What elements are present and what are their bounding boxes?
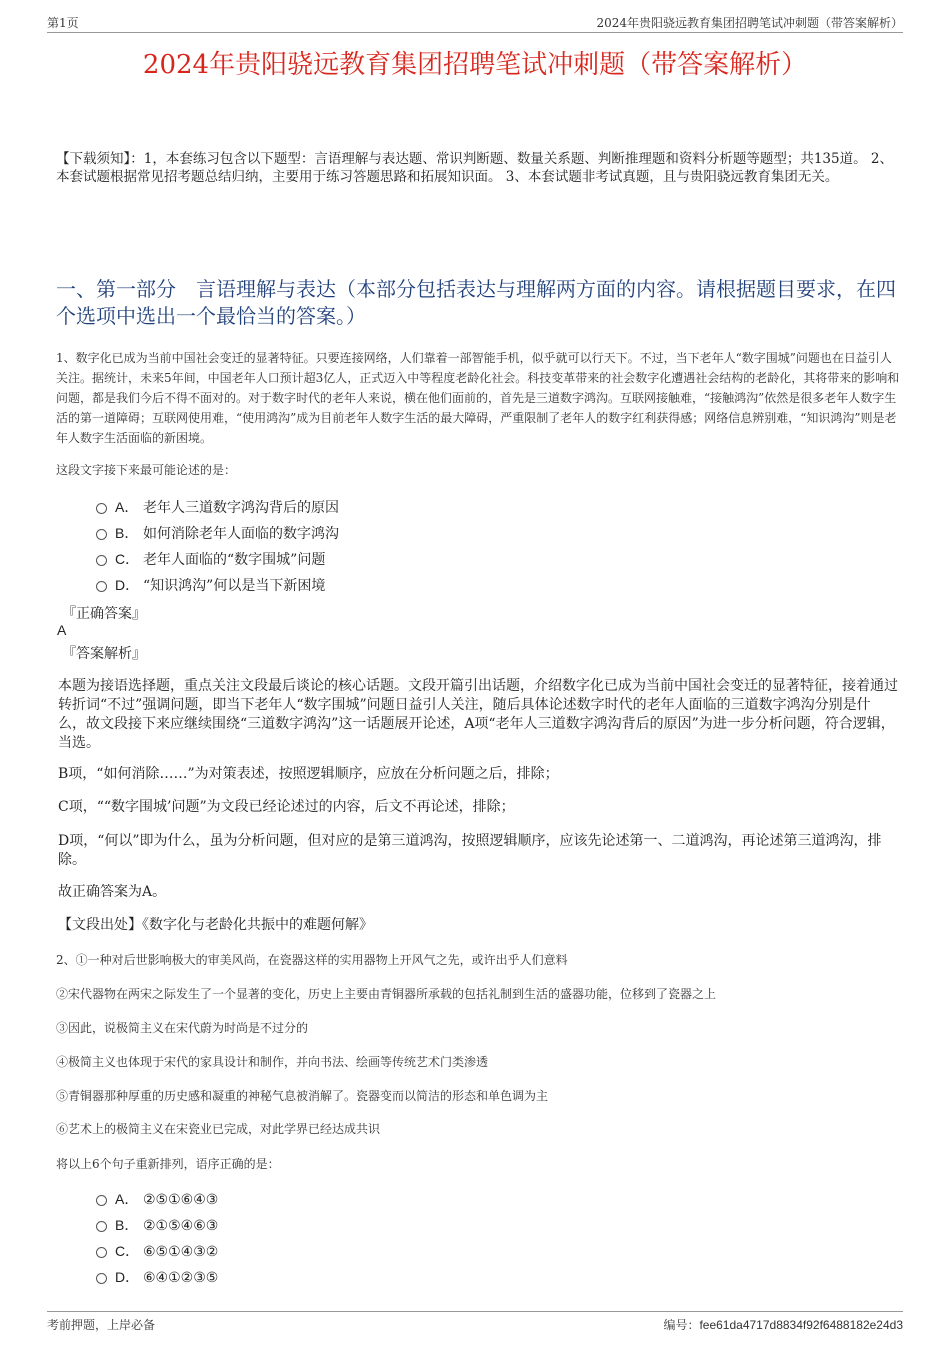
q2-option-a[interactable]: A． ②⑤①⑥④③ — [96, 1189, 218, 1209]
page-footer — [47, 1311, 903, 1332]
radio-icon[interactable] — [96, 1221, 107, 1232]
correct-answer-label: 『正确答案』 — [62, 606, 146, 622]
analysis-paragraph: D项，“何以”即为什么，虽为分析问题，但对应的是第三道鸿沟，按照逻辑顺序，应该先论述第一、二道鸿沟，再论述第三道鸿沟，排除。 — [58, 833, 882, 868]
footer-slogan: 考前押题，上岸必备 — [47, 1318, 156, 1332]
q2-option-c[interactable]: C． ⑥⑤①④③② — [96, 1241, 218, 1261]
q2-option-b[interactable]: B． ②①⑤④⑥③ — [96, 1215, 218, 1235]
radio-icon[interactable] — [96, 1273, 107, 1284]
q1-option-c[interactable]: C． 老年人面临的“数字围城”问题 — [96, 549, 325, 569]
q2-option-d[interactable]: D． ⑥④①②③⑤ — [96, 1267, 218, 1287]
question-2-stem: 将以上6个句子重新排列，语序正确的是： — [56, 1157, 280, 1171]
source-citation: 【文段出处】《数字化与老龄化共振中的难题何解》 — [58, 917, 373, 933]
q1-option-d[interactable]: D． “知识鸿沟”何以是当下新困境 — [96, 575, 325, 595]
footer-code: 编号：fee61da4717d8834f92f6488182e24d3 — [663, 1318, 903, 1332]
radio-icon[interactable] — [96, 529, 107, 540]
radio-icon[interactable] — [96, 1195, 107, 1206]
question-2-line: ④极简主义也体现于宋代的家具设计和制作，并向书法、绘画等传统艺术门类渗透 — [56, 1055, 489, 1069]
header-doc-title: 2024年贵阳骁远教育集团招聘笔试冲刺题（带答案解析） — [596, 16, 903, 30]
question-2-line: ⑥艺术上的极简主义在宋瓷业已完成，对此学界已经达成共识 — [56, 1122, 381, 1136]
analysis-label: 『答案解析』 — [62, 646, 146, 662]
q1-option-b[interactable]: B． 如何消除老年人面临的数字鸿沟 — [96, 523, 339, 543]
question-2-line: 2、①一种对后世影响极大的审美风尚，在瓷器这样的实用器物上开风气之先，或许出乎人们意料 — [56, 953, 568, 967]
question-2-line: ③因此，说极简主义在宋代蔚为时尚是不过分的 — [56, 1021, 309, 1035]
question-1-stem: 这段文字接下来最可能论述的是： — [56, 463, 237, 477]
q1-option-a[interactable]: A． 老年人三道数字鸿沟背后的原因 — [96, 497, 339, 517]
section-heading: 一、第一部分 言语理解与表达（本部分包括表达与理解两方面的内容。请根据题目要求，在四个选项中选出一个最恰当的答案。） — [56, 277, 896, 328]
radio-icon[interactable] — [96, 555, 107, 566]
analysis-paragraph: C项，““数字围城’问题”为文段已经论述过的内容，后文不再论述，排除； — [58, 799, 515, 815]
radio-icon[interactable] — [96, 1247, 107, 1258]
page-header — [47, 10, 903, 33]
radio-icon[interactable] — [96, 503, 107, 514]
question-2-line: ⑤青铜器那种厚重的历史感和凝重的神秘气息被消解了。瓷器变而以简洁的形态和单色调为主 — [56, 1089, 549, 1103]
analysis-paragraph: B项，“如何消除……”为对策表述，按照逻辑顺序，应放在分析问题之后，排除； — [58, 766, 559, 782]
question-2-line: ②宋代器物在两宋之际发生了一个显著的变化，历史上主要由青铜器所承载的包括礼制到生活的盛器功能，位移到了瓷器之上 — [56, 987, 717, 1001]
analysis-paragraph: 本题为接语选择题，重点关注文段最后谈论的核心话题。文段开篇引出话题，介绍数字化已成为当前中国社会变迁的显著特征，接着通过转折词“不过”强调问题，即当下老年人“数字围城”问题日益引人关注，随后具体论述数字时代的老年人面临的三道数字鸿沟分别是什么，故文段接下来应继续围绕“三道数字鸿沟”这一话题展开论述，A项“老年人三道数字鸿沟背后的原因”为进一步分析问题，符合逻辑，当选。 — [58, 678, 898, 751]
analysis-paragraph: 故正确答案为A。 — [58, 884, 167, 900]
radio-icon[interactable] — [96, 581, 107, 592]
page-number: 第1页 — [47, 16, 79, 30]
download-notice: 【下载须知】：1，本套练习包含以下题型：言语理解与表达题、常识判断题、数量关系题、判断推理题和资料分析题等题型；共135道。 2、本套试题根据常见招考题总结归纳，主要用于练习答题思路和拓展知识面。 3、本套试题非考试真题，且与贵阳骁远教育集团无关。 — [56, 151, 893, 185]
correct-answer: A — [57, 622, 67, 638]
question-1-text: 1、数字化已成为当前中国社会变迁的显著特征。只要连接网络，人们靠着一部智能手机，似乎就可以行天下。不过，当下老年人“数字围城”问题也在日益引人关注。据统计，未来5年间，中国老年人口预计超3亿人，正式迈入中等程度老龄化社会。科技变革带来的社会数字化遭遇社会结构的老龄化，其将带来的影响和问题，都是我们今后不得不面对的。对于数字时代的老年人来说，横在他们面前的，首先是三道数字鸿沟。互联网接触难，“接触鸿沟”依然是很多老年人数字生活的第一道障碍；互联网使用难，“使用鸿沟”成为目前老年人数字生活的最大障碍，严重限制了老年人的数字红利获得感；网络信息辨别难，“知识鸿沟”则是老年人数字生活面临的新困境。 — [56, 351, 900, 445]
document-title: 2024年贵阳骁远教育集团招聘笔试冲刺题（带答案解析） — [142, 50, 808, 80]
